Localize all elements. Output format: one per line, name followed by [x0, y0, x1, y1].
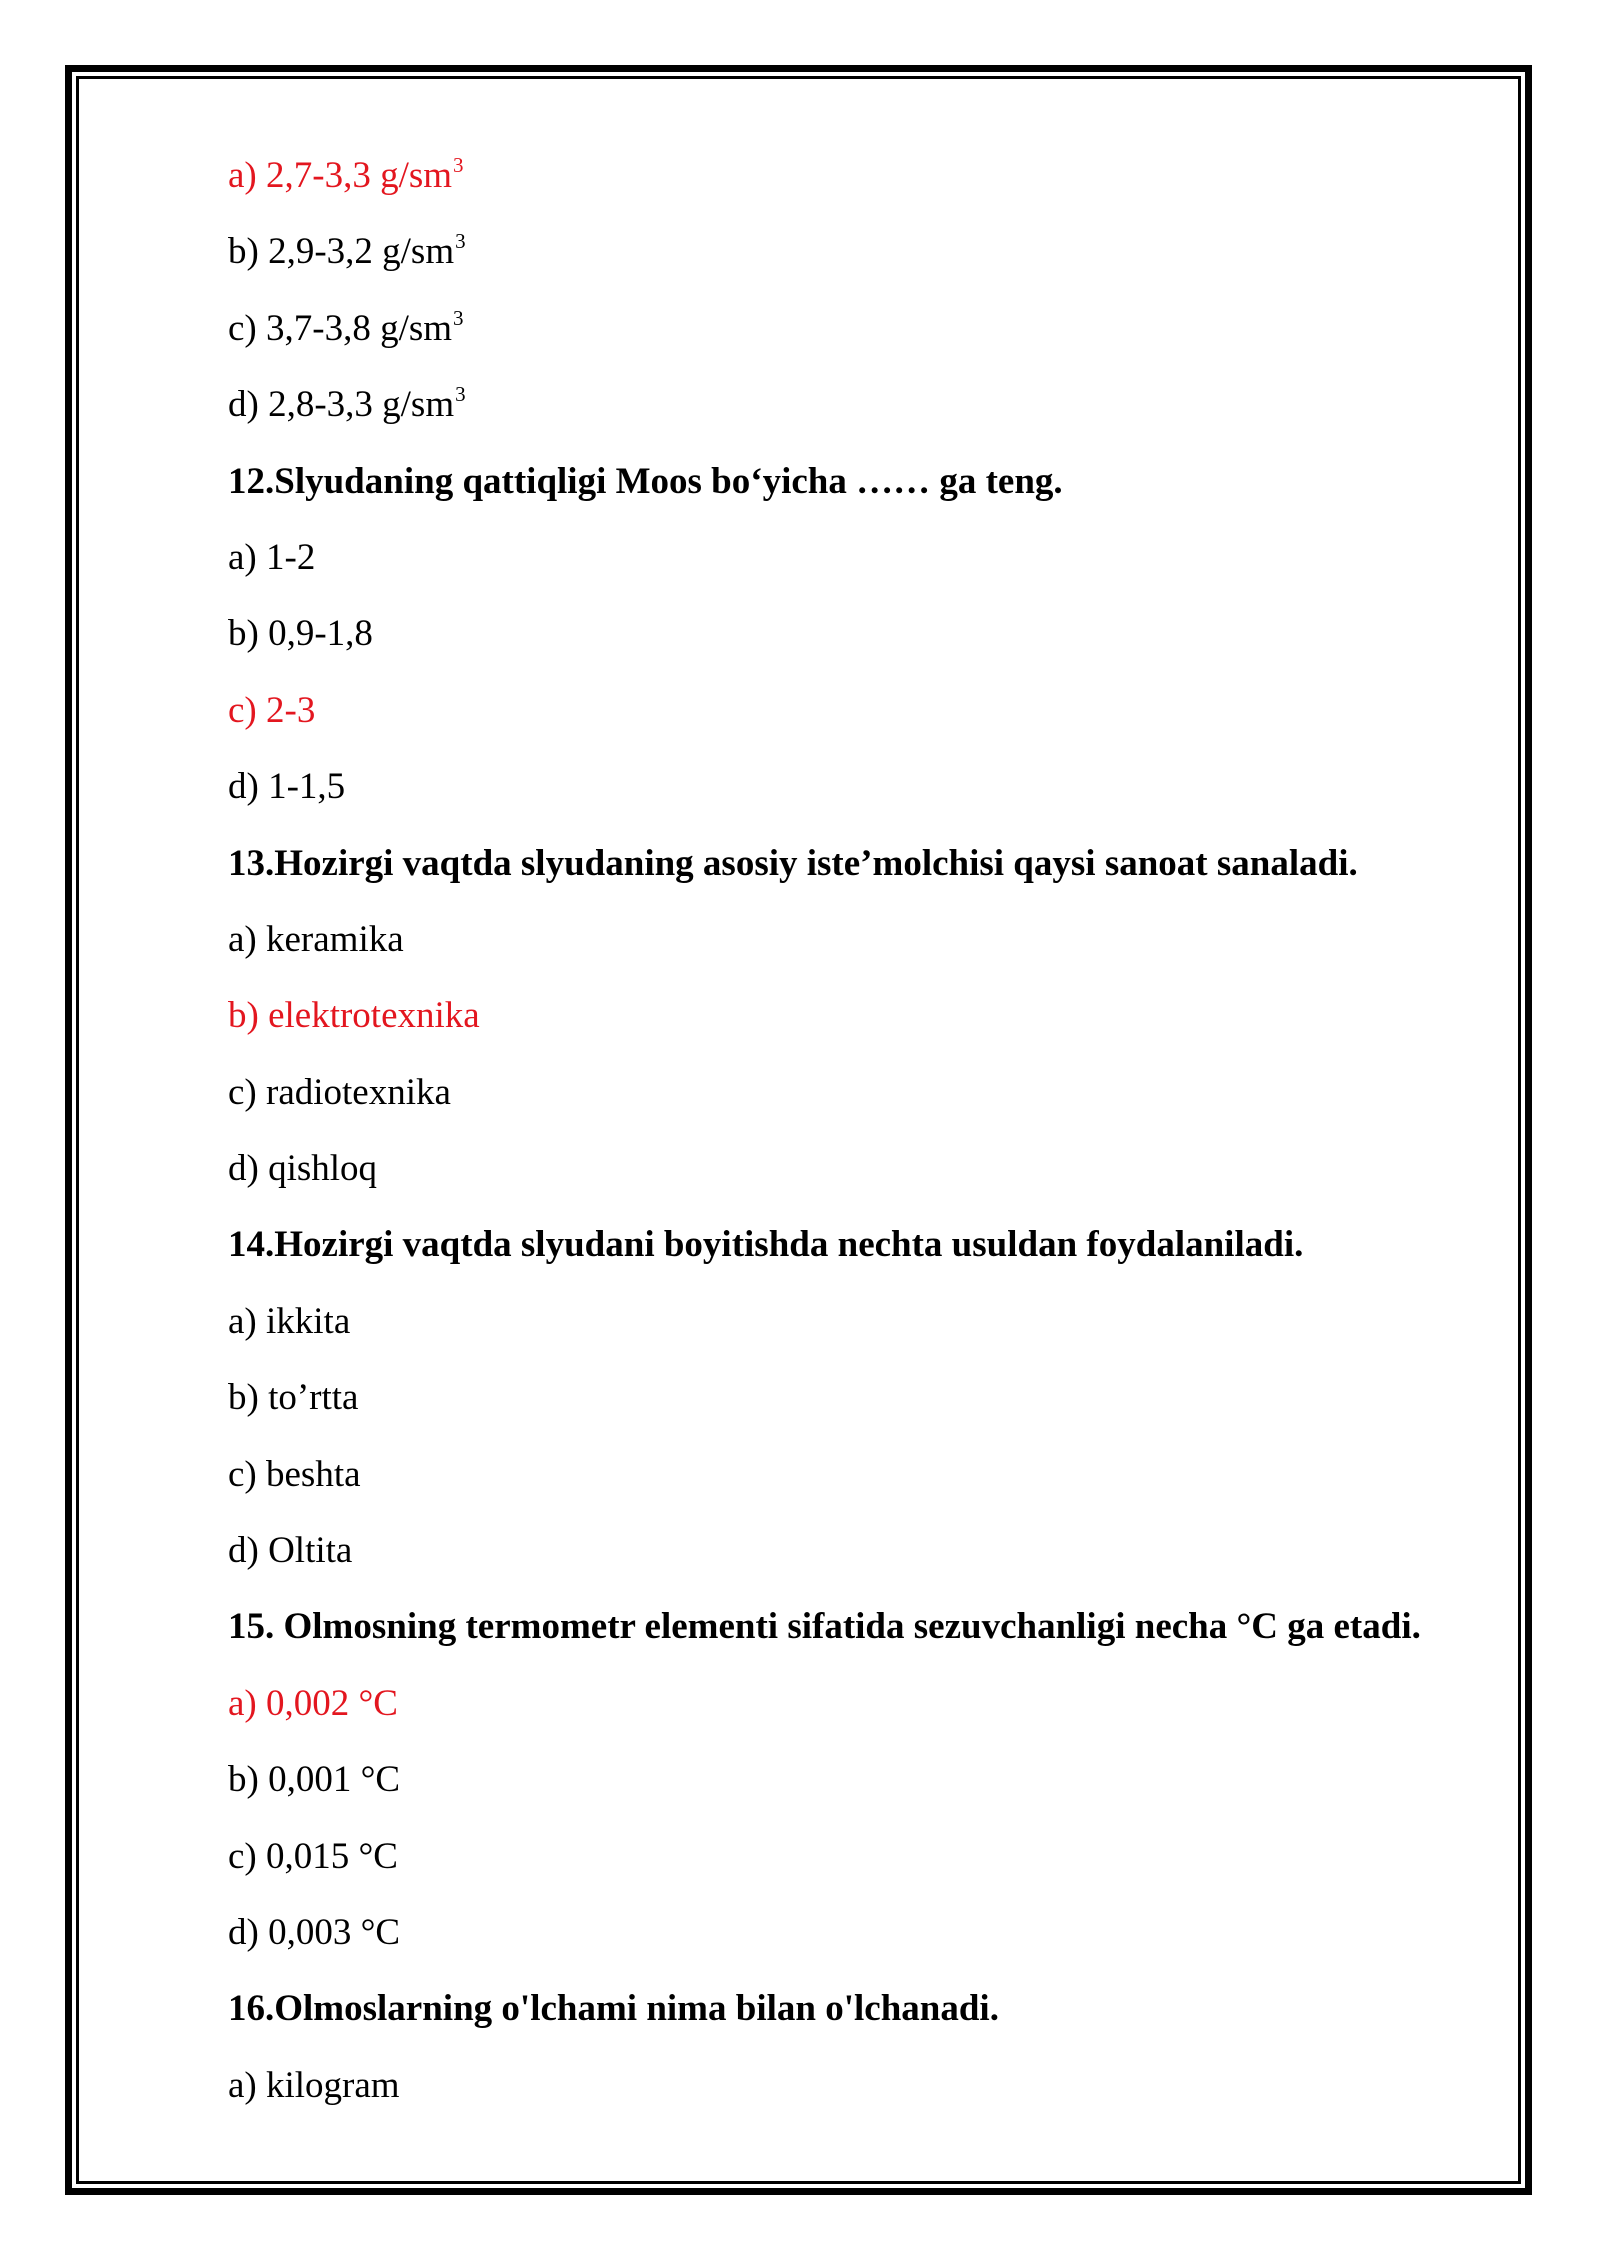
answer-option: c) 3,7-3,8 $g/sm^3$ [228, 305, 464, 349]
test-content [228, 138, 1498, 2124]
superscript: 3 [455, 229, 466, 254]
answer-option: d) 1-1,5 [228, 766, 346, 808]
answer-option: a) ikkita [228, 1300, 351, 1342]
question-text: 16.Olmoslarning o'lchami nima bilan o'lchanadi. [228, 1988, 999, 2030]
answer-option: c) 0,015 °C [228, 1835, 398, 1877]
answer-option: a) 0,002 °C [228, 1682, 398, 1724]
question-text: 15. Olmosning termometr elementi sifatida sezuvchanligi necha °C ga etadi. [228, 1606, 1421, 1648]
answer-option: b) 2,9-3,2 $g/sm^3$ [228, 229, 466, 273]
answer-option: b) elektrotexnika [228, 995, 480, 1037]
answer-option: b) to’rtta [228, 1377, 359, 1419]
superscript: 3 [453, 153, 464, 177]
question-text: 12.Slyudaning qattiqligi Moos bo‘yicha …… ga teng. [228, 460, 1063, 502]
answer-option: b) 0,9-1,8 [228, 613, 373, 655]
answer-option: a) keramika [228, 918, 404, 960]
answer-option: a) kilogram [228, 2064, 400, 2106]
answer-option: a) 1-2 [228, 536, 316, 578]
answer-option: c) beshta [228, 1453, 361, 1495]
answer-option: d) Oltita [228, 1530, 353, 1572]
answer-option: a) 2,7-3,3 $g/sm^3$ [228, 153, 464, 196]
answer-option: c) radiotexnika [228, 1071, 451, 1113]
answer-option: d) 2,8-3,3 $g/sm^3$ [228, 382, 466, 426]
superscript: 3 [455, 382, 466, 407]
answer-option: d) qishloq [228, 1148, 378, 1190]
answer-option: d) 0,003 °C [228, 1911, 401, 1953]
question-text: 13.Hozirgi vaqtda slyudaning asosiy iste’molchisi qaysi sanoat sanaladi. [228, 842, 1358, 884]
question-text: 14.Hozirgi vaqtda slyudani boyitishda nechta usuldan foydalaniladi. [228, 1224, 1304, 1266]
answer-option: b) 0,001 °C [228, 1759, 401, 1801]
answer-option: c) 2-3 [228, 689, 316, 731]
superscript: 3 [453, 305, 464, 330]
